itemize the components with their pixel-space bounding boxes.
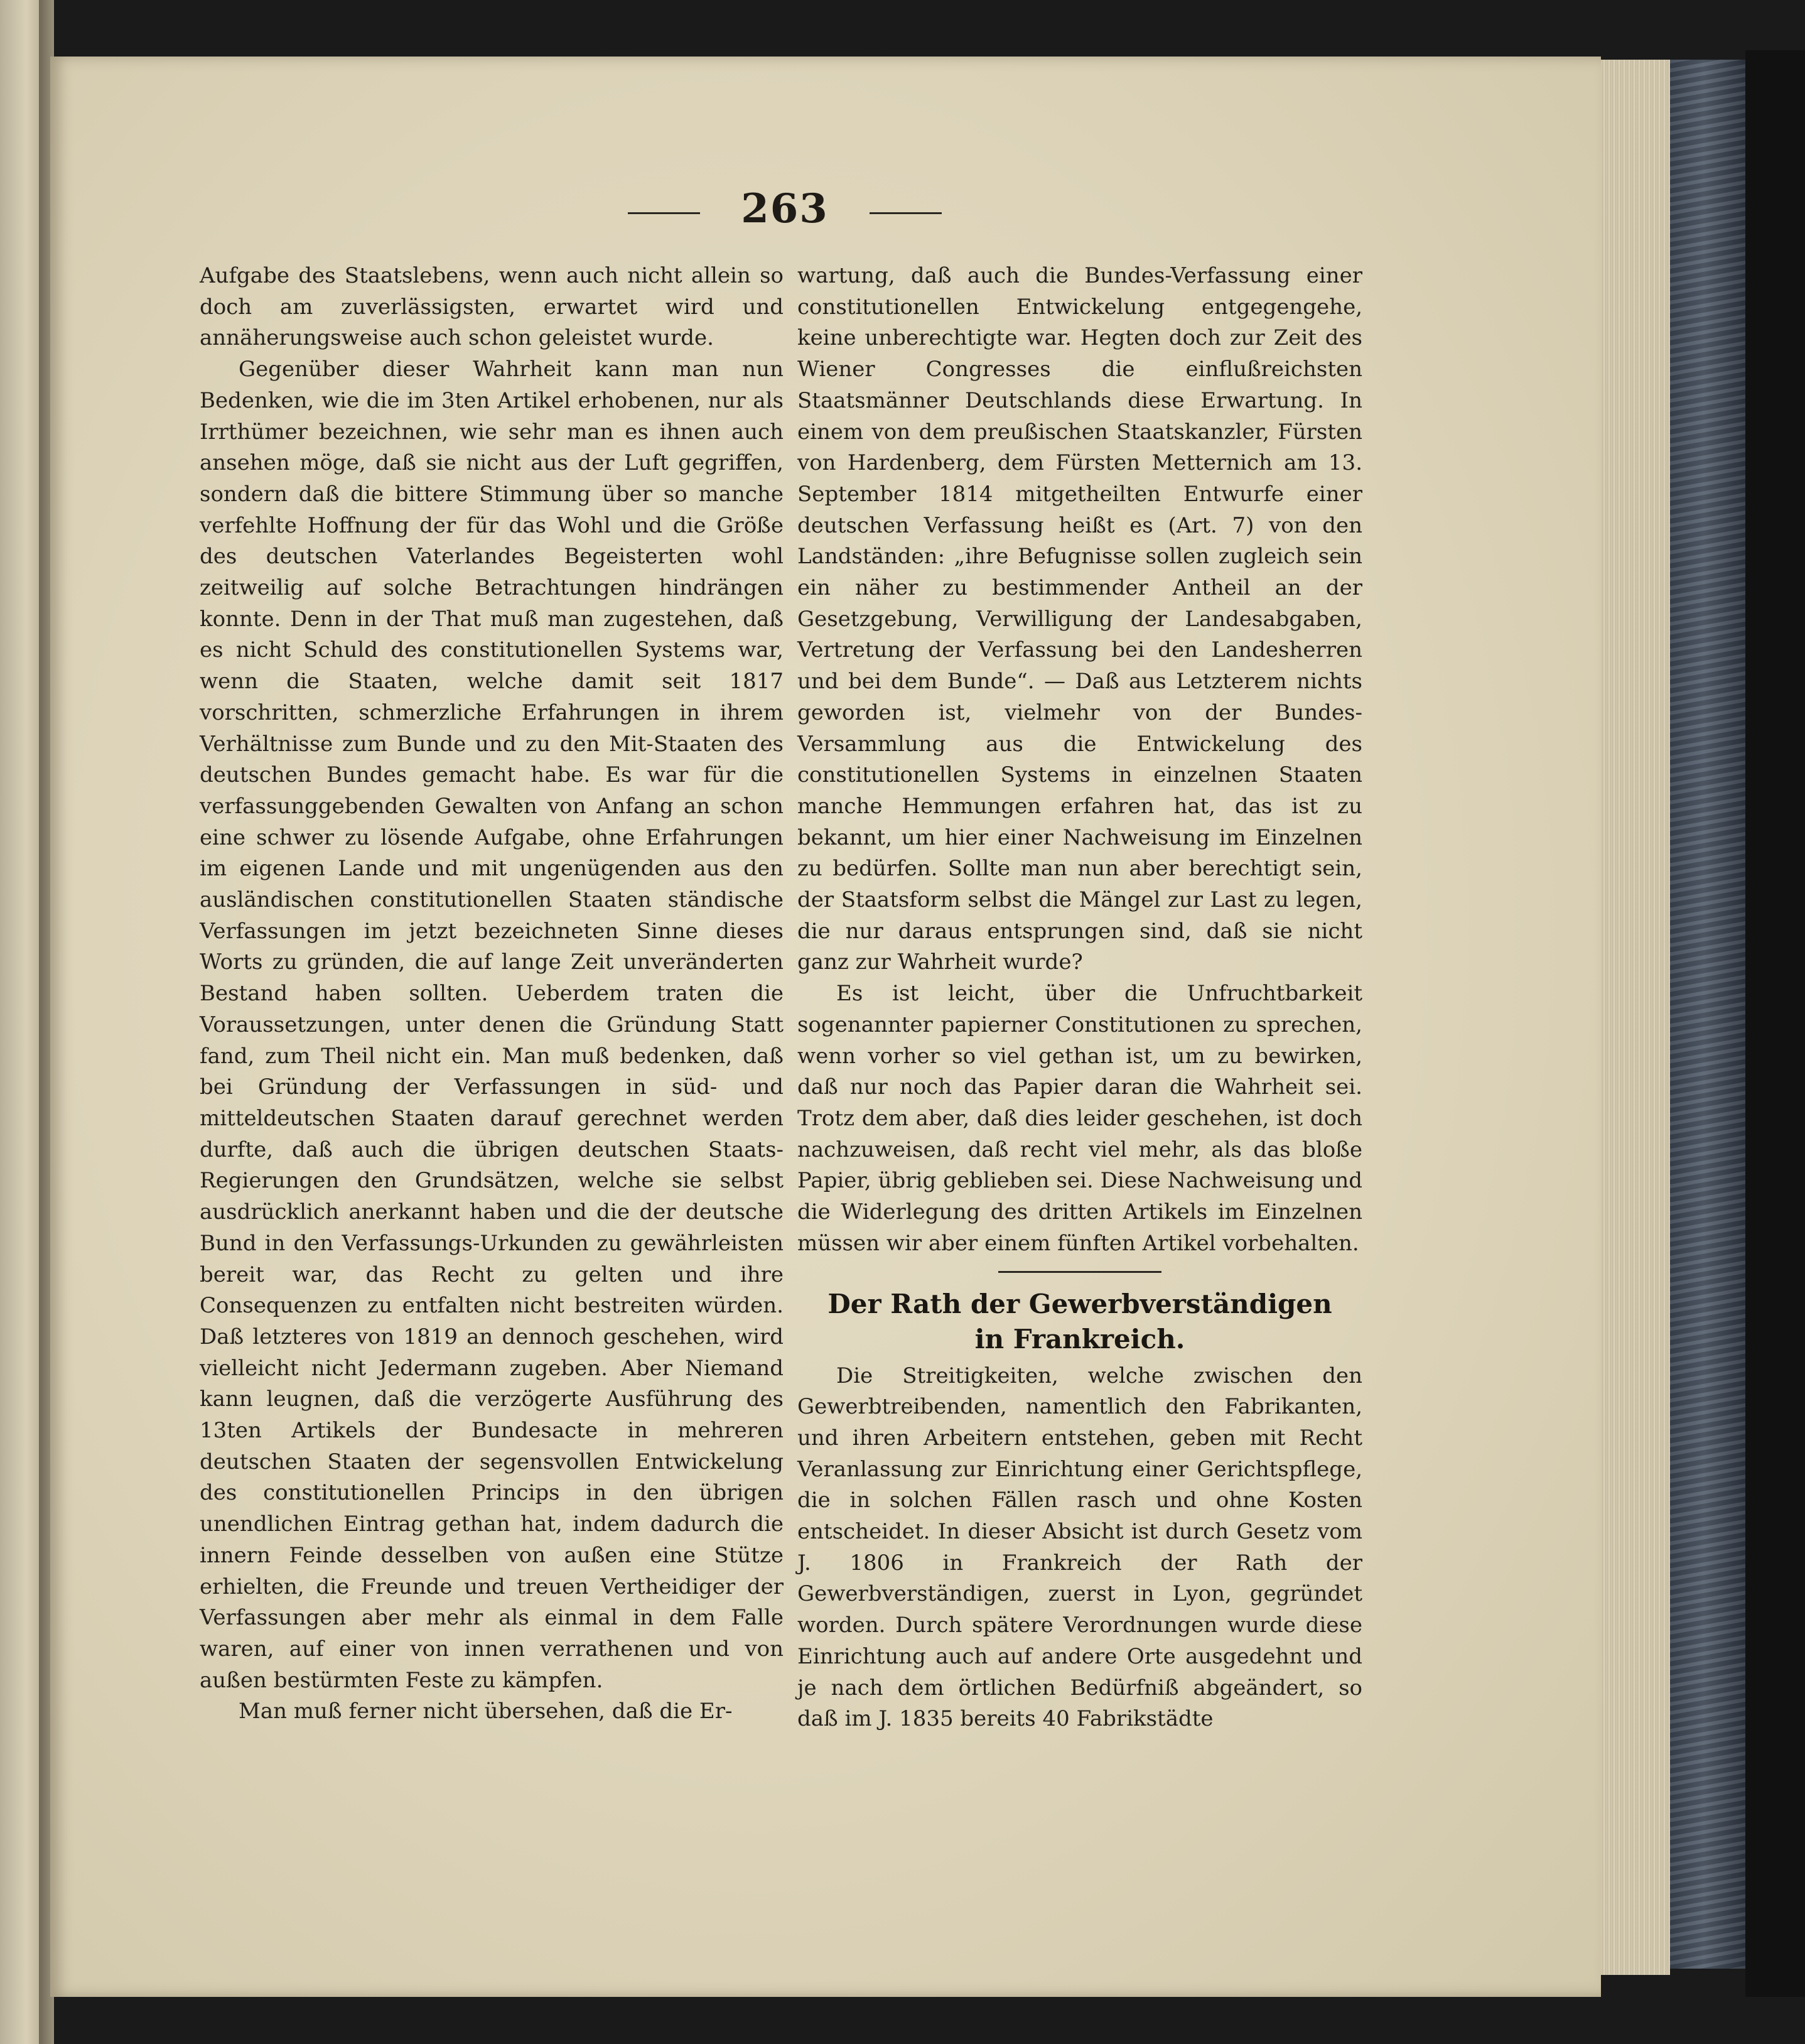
section-divider [998,1271,1161,1273]
section-heading [797,1287,1362,1357]
page-number: 263 [741,185,829,232]
left-page-edge [0,0,44,2044]
background-edge [1745,50,1805,1997]
paragraph: Gegenüber dieser Wahrheit kann man nun Bedenken, wie die im 3ten Artikel erhobenen, nur als Irrthümer bezeichnen, wie sehr man es ihnen auch ansehen möge, daß sie nicht aus der Luft gegriffen, sondern daß die bittere Stimmung über so manche verfehlte Hoffnung der für das Wohl und die Größe des deutschen Vaterlandes Begeisterten wohl zeitweilig auf solche Betrachtungen hindrängen konnte. Denn in der That muß man zugestehen, daß es nicht Schuld des constitutionellen Systems war, wenn die Staaten, welche damit seit 1817 vorschritten, schmerzliche Erfahrungen in ihrem Verhältnisse zum Bunde und zu den Mit-Staaten des deutschen Bundes gemacht habe. Es war für die verfassunggebenden Gewalten von Anfang an schon eine schwer zu lösende Aufgabe, ohne Erfahrungen im eigenen Lande und mit ungenügenden aus den ausländischen constitutionellen Staaten ständische Verfassungen im jetzt bezeichneten Sinne dieses Worts zu gründen, die auf lange Zeit unveränderten Bestand haben sollten. Ueberdem traten die Voraussetzungen, unter denen die Gründung Statt fand, zum Theil nicht ein. Man muß bedenken, daß bei Gründung der Verfassungen in süd- und mitteldeutschen Staaten darauf gerechnet werden durfte, daß auch die übrigen deutschen Staats-Regierungen den Grundsätzen, welche sie selbst ausdrücklich anerkannt haben und die der deutsche Bund in den Verfassungs-Urkunden zu gewährleisten bereit war, das Recht zu gelten und ihre Consequenzen zu entfalten nicht bestreiten würden. Daß letzteres von 1819 an dennoch geschehen, wird vielleicht nicht Jedermann zugeben. Aber Niemand kann leugnen, daß die verzögerte Ausführung des 13ten Artikels der Bundesacte in mehreren deutschen Staaten der segensvollen Entwickelung des constitutionellen Princips in den übrigen unendlichen Eintrag gethan hat, indem dadurch die innern Feinde desselben von außen eine Stütze erhielten, die Freunde und treuen Vertheidiger der Verfassungen aber mehr als einmal in dem Falle waren, auf einer von innen verrathenen und von außen bestürmten Feste zu kämpfen. [200,357,784,1693]
paragraph: wartung, daß auch die Bundes-Verfassung einer constitutionellen Entwickelung entgegengehe, keine unberechtigte war. Hegten doch zur Zeit des Wiener Congresses die einflußreichsten Staatsmänner Deutschlands diese Erwartung. In einem von dem preußischen Staatskanzler, Fürsten von Hardenberg, dem Fürsten Metternich am 13. September 1814 mitgetheilten Entwurfe einer deutschen Verfassung heißt es (Art. 7) von den Landständen: „ihre Befugnisse sollen zugleich sein ein näher zu bestimmender Antheil an der Gesetzgebung, Verwilligung der Landesabgaben, Vertretung der Verfassung bei den Landesherren und bei dem Bunde“. — Daß aus Letzterem nichts geworden ist, vielmehr von der Bundes-Versammlung aus die Entwickelung des constitutionellen Systems in einzelnen Staaten manche Hemmungen erfahren hat, das ist zu bekannt, um hier einer Nachweisung im Einzelnen zu bedürfen. Sollte man nun aber berechtigt sein, der Staatsform selbst die Mängel zur Last zu legen, die nur daraus entsprungen sind, daß sie nicht ganz zur Wahrheit wurde? [797,263,1362,975]
section-heading-line: Der Rath der Gewerbverständigen [827,1288,1332,1319]
paragraph: Man muß ferner nicht übersehen, daß die Er- [239,1699,733,1724]
section-heading-line: in Frankreich. [974,1323,1185,1355]
page-stack-edge [1601,60,1670,1975]
paragraph: Aufgabe des Staatslebens, wenn auch nicht allein so doch am zuverlässigsten, erwartet wird und annäherungsweise auch schon geleistet wurde. [200,263,784,351]
paragraph: Es ist leicht, über die Unfruchtbarkeit sogenannter papierner Constitutionen zu sprechen, wenn vorher so viel gethan ist, um zu bewirken, daß nur noch das Papier daran die Wahrheit sei. Trotz dem aber, daß dies leider geschehen, ist doch nachzuweisen, daß recht viel mehr, als das bloße Papier, übrig geblieben sei. Diese Nachweisung und die Widerlegung des dritten Artikels im Einzelnen müssen wir aber einem fünften Artikel vorbehalten. [797,981,1362,1256]
header-rule-right [870,212,942,214]
right-text-column [797,261,1362,1735]
paragraph: Die Streitigkeiten, welche zwischen den Gewerbtreibenden, namentlich den Fabrikanten, und ihren Arbeitern entstehen, geben mit Recht Veranlassung zur Einrichtung einer Gerichtspflege, die in solchen Fällen rasch und ohne Kosten entscheidet. In dieser Absicht ist durch Gesetz vom J. 1806 in Frankreich der Rath der Gewerbverständigen, zuerst in Lyon, gegründet worden. Durch spätere Verordnungen wurde diese Einrichtung auch auf andere Orte ausgedehnt und je nach dem örtlichen Bedürfniß abgeändert, so daß im J. 1835 bereits 40 Fabrikstädte [797,1363,1362,1732]
header-rule-left [628,212,700,214]
left-text-column [200,261,784,1728]
book-cover-edge [1670,60,1745,1969]
